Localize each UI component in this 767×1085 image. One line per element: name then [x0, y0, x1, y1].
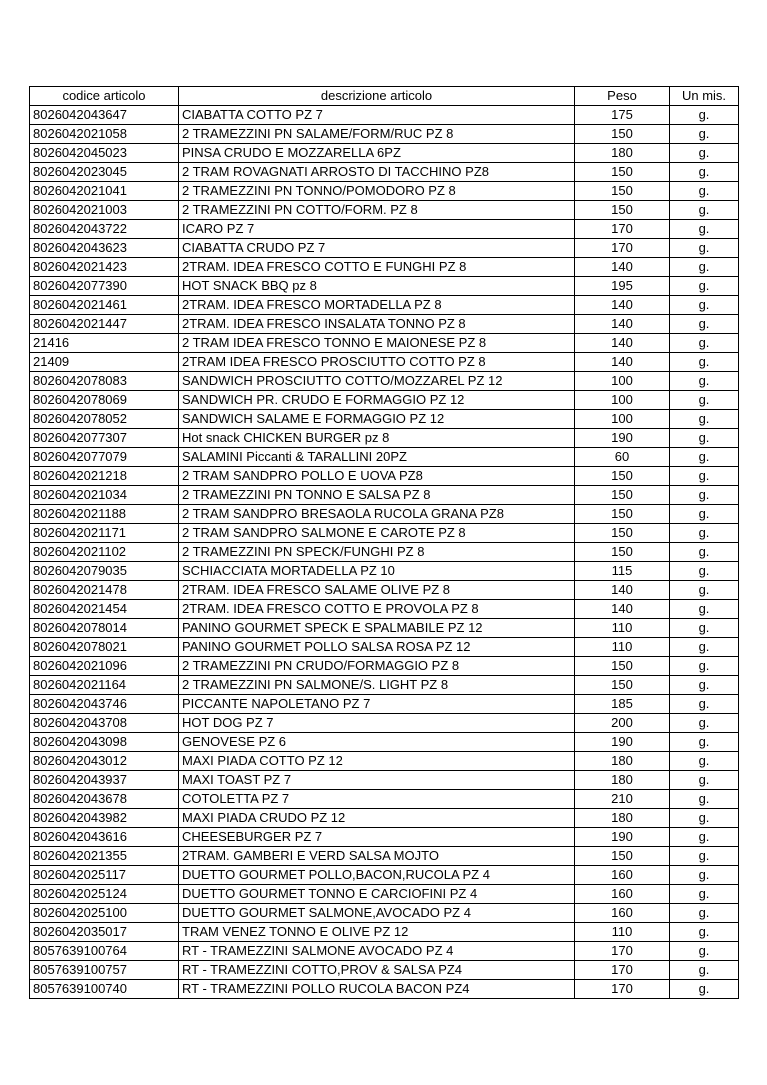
cell-descrizione-articolo: HOT SNACK BBQ pz 8 [179, 277, 575, 296]
cell-peso: 180 [575, 144, 670, 163]
cell-descrizione-articolo: 2TRAM. IDEA FRESCO INSALATA TONNO PZ 8 [179, 315, 575, 334]
cell-un-mis: g. [670, 239, 739, 258]
cell-peso: 190 [575, 429, 670, 448]
cell-un-mis: g. [670, 942, 739, 961]
cell-descrizione-articolo: GENOVESE PZ 6 [179, 733, 575, 752]
cell-codice-articolo: 8026042043623 [30, 239, 179, 258]
cell-un-mis: g. [670, 866, 739, 885]
product-table [29, 86, 739, 999]
table-row [30, 657, 739, 676]
table-row [30, 524, 739, 543]
cell-codice-articolo: 8026042043012 [30, 752, 179, 771]
cell-peso: 140 [575, 296, 670, 315]
table-row [30, 885, 739, 904]
cell-descrizione-articolo: SCHIACCIATA MORTADELLA PZ 10 [179, 562, 575, 581]
cell-un-mis: g. [670, 733, 739, 752]
table-row [30, 942, 739, 961]
cell-peso: 140 [575, 353, 670, 372]
cell-peso: 170 [575, 220, 670, 239]
cell-codice-articolo: 8026042077079 [30, 448, 179, 467]
table-row [30, 961, 739, 980]
cell-un-mis: g. [670, 353, 739, 372]
cell-codice-articolo: 8026042035017 [30, 923, 179, 942]
cell-descrizione-articolo: 2 TRAM SANDPRO SALMONE E CAROTE PZ 8 [179, 524, 575, 543]
cell-descrizione-articolo: RT - TRAMEZZINI POLLO RUCOLA BACON PZ4 [179, 980, 575, 999]
cell-codice-articolo: 8026042078021 [30, 638, 179, 657]
cell-codice-articolo: 8057639100740 [30, 980, 179, 999]
cell-descrizione-articolo: DUETTO GOURMET TONNO E CARCIOFINI PZ 4 [179, 885, 575, 904]
cell-peso: 195 [575, 277, 670, 296]
table-row [30, 239, 739, 258]
cell-un-mis: g. [670, 106, 739, 125]
table-row [30, 638, 739, 657]
cell-descrizione-articolo: DUETTO GOURMET SALMONE,AVOCADO PZ 4 [179, 904, 575, 923]
cell-un-mis: g. [670, 372, 739, 391]
cell-un-mis: g. [670, 714, 739, 733]
cell-codice-articolo: 8026042079035 [30, 562, 179, 581]
table-row [30, 277, 739, 296]
cell-descrizione-articolo: 2TRAM. GAMBERI E VERD SALSA MOJTO [179, 847, 575, 866]
table-row [30, 828, 739, 847]
cell-codice-articolo: 8026042043982 [30, 809, 179, 828]
table-row [30, 201, 739, 220]
table-row [30, 619, 739, 638]
cell-un-mis: g. [670, 258, 739, 277]
cell-un-mis: g. [670, 961, 739, 980]
cell-codice-articolo: 8026042025124 [30, 885, 179, 904]
cell-peso: 115 [575, 562, 670, 581]
cell-descrizione-articolo: 2TRAM. IDEA FRESCO COTTO E PROVOLA PZ 8 [179, 600, 575, 619]
cell-descrizione-articolo: HOT DOG PZ 7 [179, 714, 575, 733]
cell-un-mis: g. [670, 163, 739, 182]
cell-peso: 110 [575, 619, 670, 638]
table-row [30, 410, 739, 429]
cell-peso: 140 [575, 258, 670, 277]
cell-codice-articolo: 8026042021003 [30, 201, 179, 220]
table-row [30, 790, 739, 809]
cell-peso: 150 [575, 676, 670, 695]
table-row [30, 258, 739, 277]
cell-descrizione-articolo: 2 TRAMEZZINI PN CRUDO/FORMAGGIO PZ 8 [179, 657, 575, 676]
cell-peso: 170 [575, 942, 670, 961]
cell-peso: 160 [575, 885, 670, 904]
cell-un-mis: g. [670, 676, 739, 695]
cell-descrizione-articolo: TRAM VENEZ TONNO E OLIVE PZ 12 [179, 923, 575, 942]
cell-codice-articolo: 8026042045023 [30, 144, 179, 163]
cell-peso: 150 [575, 847, 670, 866]
cell-un-mis: g. [670, 543, 739, 562]
cell-descrizione-articolo: MAXI TOAST PZ 7 [179, 771, 575, 790]
table-row [30, 182, 739, 201]
cell-descrizione-articolo: SANDWICH PR. CRUDO E FORMAGGIO PZ 12 [179, 391, 575, 410]
cell-peso: 150 [575, 201, 670, 220]
cell-descrizione-articolo: 2 TRAM SANDPRO BRESAOLA RUCOLA GRANA PZ8 [179, 505, 575, 524]
cell-peso: 150 [575, 505, 670, 524]
cell-un-mis: g. [670, 828, 739, 847]
table-row [30, 144, 739, 163]
cell-peso: 170 [575, 239, 670, 258]
cell-peso: 140 [575, 334, 670, 353]
cell-descrizione-articolo: 2 TRAM SANDPRO POLLO E UOVA PZ8 [179, 467, 575, 486]
cell-codice-articolo: 8026042078069 [30, 391, 179, 410]
cell-codice-articolo: 8057639100757 [30, 961, 179, 980]
cell-descrizione-articolo: 2TRAM. IDEA FRESCO SALAME OLIVE PZ 8 [179, 581, 575, 600]
cell-peso: 140 [575, 315, 670, 334]
table-row [30, 847, 739, 866]
cell-un-mis: g. [670, 125, 739, 144]
cell-descrizione-articolo: RT - TRAMEZZINI SALMONE AVOCADO PZ 4 [179, 942, 575, 961]
table-row [30, 296, 739, 315]
cell-un-mis: g. [670, 790, 739, 809]
cell-un-mis: g. [670, 771, 739, 790]
cell-un-mis: g. [670, 429, 739, 448]
cell-descrizione-articolo: CHEESEBURGER PZ 7 [179, 828, 575, 847]
cell-peso: 60 [575, 448, 670, 467]
cell-un-mis: g. [670, 277, 739, 296]
cell-un-mis: g. [670, 524, 739, 543]
cell-peso: 190 [575, 733, 670, 752]
table-row [30, 448, 739, 467]
table-row [30, 866, 739, 885]
cell-descrizione-articolo: 2 TRAMEZZINI PN SPECK/FUNGHI PZ 8 [179, 543, 575, 562]
cell-peso: 160 [575, 866, 670, 885]
cell-peso: 100 [575, 391, 670, 410]
cell-descrizione-articolo: 2 TRAMEZZINI PN TONNO/POMODORO PZ 8 [179, 182, 575, 201]
cell-descrizione-articolo: DUETTO GOURMET POLLO,BACON,RUCOLA PZ 4 [179, 866, 575, 885]
table-row [30, 467, 739, 486]
header-peso: Peso [575, 87, 670, 106]
cell-un-mis: g. [670, 334, 739, 353]
cell-peso: 180 [575, 809, 670, 828]
cell-peso: 180 [575, 771, 670, 790]
table-row [30, 562, 739, 581]
cell-descrizione-articolo: 2 TRAMEZZINI PN TONNO E SALSA PZ 8 [179, 486, 575, 505]
cell-descrizione-articolo: 2TRAM. IDEA FRESCO MORTADELLA PZ 8 [179, 296, 575, 315]
cell-peso: 110 [575, 923, 670, 942]
cell-codice-articolo: 8026042078052 [30, 410, 179, 429]
cell-un-mis: g. [670, 448, 739, 467]
cell-un-mis: g. [670, 600, 739, 619]
cell-un-mis: g. [670, 296, 739, 315]
cell-codice-articolo: 8026042025100 [30, 904, 179, 923]
cell-codice-articolo: 8026042021096 [30, 657, 179, 676]
cell-un-mis: g. [670, 562, 739, 581]
table-row [30, 581, 739, 600]
cell-codice-articolo: 8026042021454 [30, 600, 179, 619]
cell-un-mis: g. [670, 182, 739, 201]
header-un-mis: Un mis. [670, 87, 739, 106]
cell-codice-articolo: 8026042023045 [30, 163, 179, 182]
cell-descrizione-articolo: PANINO GOURMET POLLO SALSA ROSA PZ 12 [179, 638, 575, 657]
cell-codice-articolo: 8026042043722 [30, 220, 179, 239]
cell-descrizione-articolo: 2TRAM. IDEA FRESCO COTTO E FUNGHI PZ 8 [179, 258, 575, 277]
cell-descrizione-articolo: PANINO GOURMET SPECK E SPALMABILE PZ 12 [179, 619, 575, 638]
cell-descrizione-articolo: 2 TRAMEZZINI PN SALMONE/S. LIGHT PZ 8 [179, 676, 575, 695]
table-row [30, 600, 739, 619]
cell-codice-articolo: 8026042043647 [30, 106, 179, 125]
cell-peso: 180 [575, 752, 670, 771]
cell-descrizione-articolo: CIABATTA CRUDO PZ 7 [179, 239, 575, 258]
cell-descrizione-articolo: 2 TRAM ROVAGNATI ARROSTO DI TACCHINO PZ8 [179, 163, 575, 182]
cell-descrizione-articolo: SANDWICH PROSCIUTTO COTTO/MOZZAREL PZ 12 [179, 372, 575, 391]
cell-codice-articolo: 8026042021218 [30, 467, 179, 486]
cell-peso: 150 [575, 125, 670, 144]
cell-peso: 160 [575, 904, 670, 923]
cell-peso: 150 [575, 182, 670, 201]
cell-un-mis: g. [670, 486, 739, 505]
table-row [30, 505, 739, 524]
cell-un-mis: g. [670, 847, 739, 866]
cell-codice-articolo: 8026042078014 [30, 619, 179, 638]
cell-codice-articolo: 8026042043678 [30, 790, 179, 809]
cell-codice-articolo: 8026042021355 [30, 847, 179, 866]
table-row [30, 752, 739, 771]
table-row [30, 353, 739, 372]
cell-un-mis: g. [670, 695, 739, 714]
cell-un-mis: g. [670, 980, 739, 999]
table-row [30, 980, 739, 999]
cell-peso: 140 [575, 600, 670, 619]
cell-un-mis: g. [670, 885, 739, 904]
table-row [30, 543, 739, 562]
table-row [30, 315, 739, 334]
cell-descrizione-articolo: MAXI PIADA COTTO PZ 12 [179, 752, 575, 771]
table-row [30, 771, 739, 790]
cell-codice-articolo: 8026042021041 [30, 182, 179, 201]
cell-codice-articolo: 8026042021102 [30, 543, 179, 562]
cell-un-mis: g. [670, 752, 739, 771]
cell-un-mis: g. [670, 220, 739, 239]
cell-un-mis: g. [670, 391, 739, 410]
cell-codice-articolo: 8057639100764 [30, 942, 179, 961]
cell-descrizione-articolo: CIABATTA COTTO PZ 7 [179, 106, 575, 125]
cell-codice-articolo: 8026042043098 [30, 733, 179, 752]
table-row [30, 220, 739, 239]
cell-peso: 150 [575, 657, 670, 676]
cell-codice-articolo: 8026042043708 [30, 714, 179, 733]
cell-descrizione-articolo: PINSA CRUDO E MOZZARELLA 6PZ [179, 144, 575, 163]
table-row [30, 733, 739, 752]
cell-un-mis: g. [670, 904, 739, 923]
cell-peso: 190 [575, 828, 670, 847]
cell-descrizione-articolo: RT - TRAMEZZINI COTTO,PROV & SALSA PZ4 [179, 961, 575, 980]
cell-peso: 150 [575, 486, 670, 505]
cell-peso: 170 [575, 980, 670, 999]
cell-codice-articolo: 8026042043746 [30, 695, 179, 714]
cell-descrizione-articolo: SALAMINI Piccanti & TARALLINI 20PZ [179, 448, 575, 467]
cell-descrizione-articolo: ICARO PZ 7 [179, 220, 575, 239]
cell-peso: 100 [575, 372, 670, 391]
cell-un-mis: g. [670, 201, 739, 220]
table-row [30, 391, 739, 410]
cell-descrizione-articolo: 2 TRAMEZZINI PN SALAME/FORM/RUC PZ 8 [179, 125, 575, 144]
cell-un-mis: g. [670, 809, 739, 828]
cell-peso: 210 [575, 790, 670, 809]
cell-codice-articolo: 8026042021478 [30, 581, 179, 600]
cell-descrizione-articolo: Hot snack CHICKEN BURGER pz 8 [179, 429, 575, 448]
cell-peso: 150 [575, 467, 670, 486]
cell-codice-articolo: 8026042021171 [30, 524, 179, 543]
cell-codice-articolo: 8026042021447 [30, 315, 179, 334]
cell-peso: 100 [575, 410, 670, 429]
table-row [30, 923, 739, 942]
cell-descrizione-articolo: PICCANTE NAPOLETANO PZ 7 [179, 695, 575, 714]
table-row [30, 106, 739, 125]
cell-codice-articolo: 8026042025117 [30, 866, 179, 885]
cell-descrizione-articolo: 2 TRAMEZZINI PN COTTO/FORM. PZ 8 [179, 201, 575, 220]
cell-codice-articolo: 8026042021058 [30, 125, 179, 144]
cell-descrizione-articolo: SANDWICH SALAME E FORMAGGIO PZ 12 [179, 410, 575, 429]
cell-codice-articolo: 8026042077307 [30, 429, 179, 448]
cell-un-mis: g. [670, 923, 739, 942]
cell-codice-articolo: 8026042043937 [30, 771, 179, 790]
cell-un-mis: g. [670, 410, 739, 429]
cell-descrizione-articolo: 2 TRAM IDEA FRESCO TONNO E MAIONESE PZ 8 [179, 334, 575, 353]
cell-peso: 170 [575, 961, 670, 980]
cell-codice-articolo: 8026042078083 [30, 372, 179, 391]
cell-un-mis: g. [670, 315, 739, 334]
cell-peso: 150 [575, 163, 670, 182]
table-row [30, 676, 739, 695]
cell-peso: 185 [575, 695, 670, 714]
cell-peso: 150 [575, 524, 670, 543]
header-descrizione-articolo: descrizione articolo [179, 87, 575, 106]
table-row [30, 809, 739, 828]
cell-codice-articolo: 8026042021034 [30, 486, 179, 505]
cell-peso: 150 [575, 543, 670, 562]
cell-peso: 175 [575, 106, 670, 125]
cell-un-mis: g. [670, 144, 739, 163]
cell-un-mis: g. [670, 657, 739, 676]
cell-peso: 110 [575, 638, 670, 657]
table-row [30, 695, 739, 714]
cell-peso: 200 [575, 714, 670, 733]
table-row [30, 486, 739, 505]
cell-codice-articolo: 8026042077390 [30, 277, 179, 296]
cell-codice-articolo: 8026042021423 [30, 258, 179, 277]
cell-descrizione-articolo: MAXI PIADA CRUDO PZ 12 [179, 809, 575, 828]
cell-codice-articolo: 8026042021461 [30, 296, 179, 315]
table-row [30, 125, 739, 144]
header-row [30, 87, 739, 106]
cell-codice-articolo: 8026042021164 [30, 676, 179, 695]
table-row [30, 904, 739, 923]
table-row [30, 714, 739, 733]
cell-un-mis: g. [670, 619, 739, 638]
cell-descrizione-articolo: COTOLETTA PZ 7 [179, 790, 575, 809]
cell-codice-articolo: 8026042021188 [30, 505, 179, 524]
cell-codice-articolo: 8026042043616 [30, 828, 179, 847]
cell-codice-articolo: 21416 [30, 334, 179, 353]
cell-un-mis: g. [670, 581, 739, 600]
cell-un-mis: g. [670, 505, 739, 524]
table-row [30, 334, 739, 353]
cell-peso: 140 [575, 581, 670, 600]
cell-un-mis: g. [670, 467, 739, 486]
table-row [30, 429, 739, 448]
cell-un-mis: g. [670, 638, 739, 657]
cell-codice-articolo: 21409 [30, 353, 179, 372]
header-codice-articolo: codice articolo [30, 87, 179, 106]
table-row [30, 372, 739, 391]
cell-descrizione-articolo: 2TRAM IDEA FRESCO PROSCIUTTO COTTO PZ 8 [179, 353, 575, 372]
table-row [30, 163, 739, 182]
